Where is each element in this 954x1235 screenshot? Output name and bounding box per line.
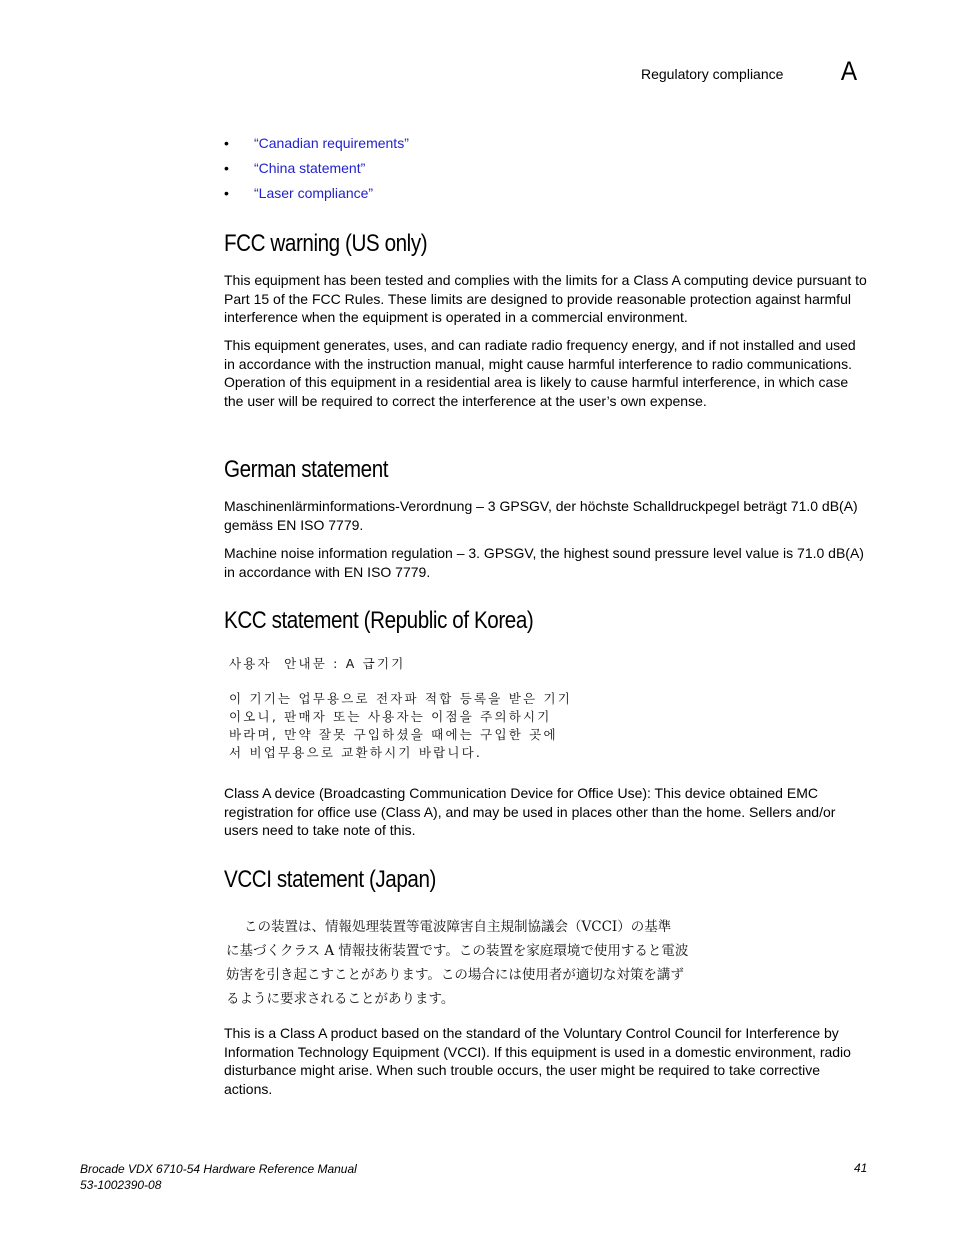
korean-notice-line: 이 기기는 업무용으로 전자파 적합 등록을 받은 기기	[229, 691, 572, 706]
kcc-heading: KCC statement (Republic of Korea)	[224, 607, 534, 634]
korean-notice-line: 서 비업무용으로 교환하시기 바랍니다.	[229, 745, 483, 760]
list-item	[224, 133, 409, 158]
appendix-letter: A	[840, 56, 858, 86]
korean-notice-title: 사용자 안내문 : A 급기기	[229, 656, 406, 671]
manual-title: Brocade VDX 6710-54 Hardware Reference Manual	[80, 1162, 357, 1176]
related-links-list	[224, 133, 409, 208]
japanese-notice-line: に基づくクラス A 情報技術装置です。この装置を家庭環境で使用すると電波	[226, 943, 689, 959]
list-item	[224, 183, 409, 208]
document-number: 53-1002390-08	[80, 1178, 162, 1192]
list-item	[224, 158, 409, 183]
link-canadian-requirements[interactable]: “Canadian requirements”	[254, 135, 409, 151]
japanese-notice-line: 妨害を引き起こすことがあります。この場合には使用者が適切な対策を講ず	[226, 967, 684, 983]
korean-notice-line: 이오니, 판매자 또는 사용자는 이점을 주의하시기	[229, 709, 552, 724]
footer-left	[80, 1161, 357, 1193]
link-china-statement[interactable]: “China statement”	[254, 160, 366, 176]
link-laser-compliance[interactable]: “Laser compliance”	[254, 185, 374, 201]
vcci-heading: VCCI statement (Japan)	[224, 866, 436, 893]
korean-notice-line: 바라며, 만약 잘못 구입하셨을 때에는 구입한 곳에	[229, 727, 558, 742]
german-heading: German statement	[224, 456, 389, 483]
fcc-paragraph-2: This equipment generates, uses, and can radiate radio frequency energy, and if not installed and used in accordance with the instruction manual, might cause harmful interference to radio communications. Operation of this equipment in a residential area is likely to cause harmful interference, in which case the user will be required to correct the interference at the user’s own expense.	[224, 337, 856, 410]
german-paragraph-1: Maschinenlärminformations-Verordnung – 3 GPSGV, der höchste Schalldruckpegel beträgt 71.0 dB(A) gemäss EN ISO 7779.	[224, 498, 858, 533]
japanese-notice	[226, 915, 736, 1011]
german-paragraph-2: Machine noise information regulation – 3. GPSGV, the highest sound pressure level value is 71.0 dB(A) in accordance with EN ISO 7779.	[224, 545, 864, 580]
page-number: 41	[854, 1161, 868, 1175]
fcc-heading: FCC warning (US only)	[224, 230, 428, 257]
japanese-notice-line: るように要求されることがあります。	[226, 991, 455, 1007]
running-header-title: Regulatory compliance	[641, 66, 784, 82]
vcci-paragraph-1: This is a Class A product based on the standard of the Voluntary Control Council for Interference by Information Technology Equipment (VCCI). If this equipment is used in a domestic environment, radio disturbance might arise. When such trouble occurs, the user might be required to take corrective actions.	[224, 1025, 851, 1098]
japanese-notice-line: この装置は、情報処理装置等電波障害自主規制協議会（VCCI）の基準	[244, 919, 672, 935]
fcc-paragraph-1: This equipment has been tested and complies with the limits for a Class A computing device pursuant to Part 15 of the FCC Rules. These limits are designed to provide reasonable protection against harmful interference when the equipment is operated in a commercial environment.	[224, 272, 867, 326]
kcc-paragraph-1: Class A device (Broadcasting Communication Device for Office Use): This device obtained EMC registration for office use (Class A), and may be used in places other than the home. Sellers and/or users need to take note of this.	[224, 785, 836, 839]
